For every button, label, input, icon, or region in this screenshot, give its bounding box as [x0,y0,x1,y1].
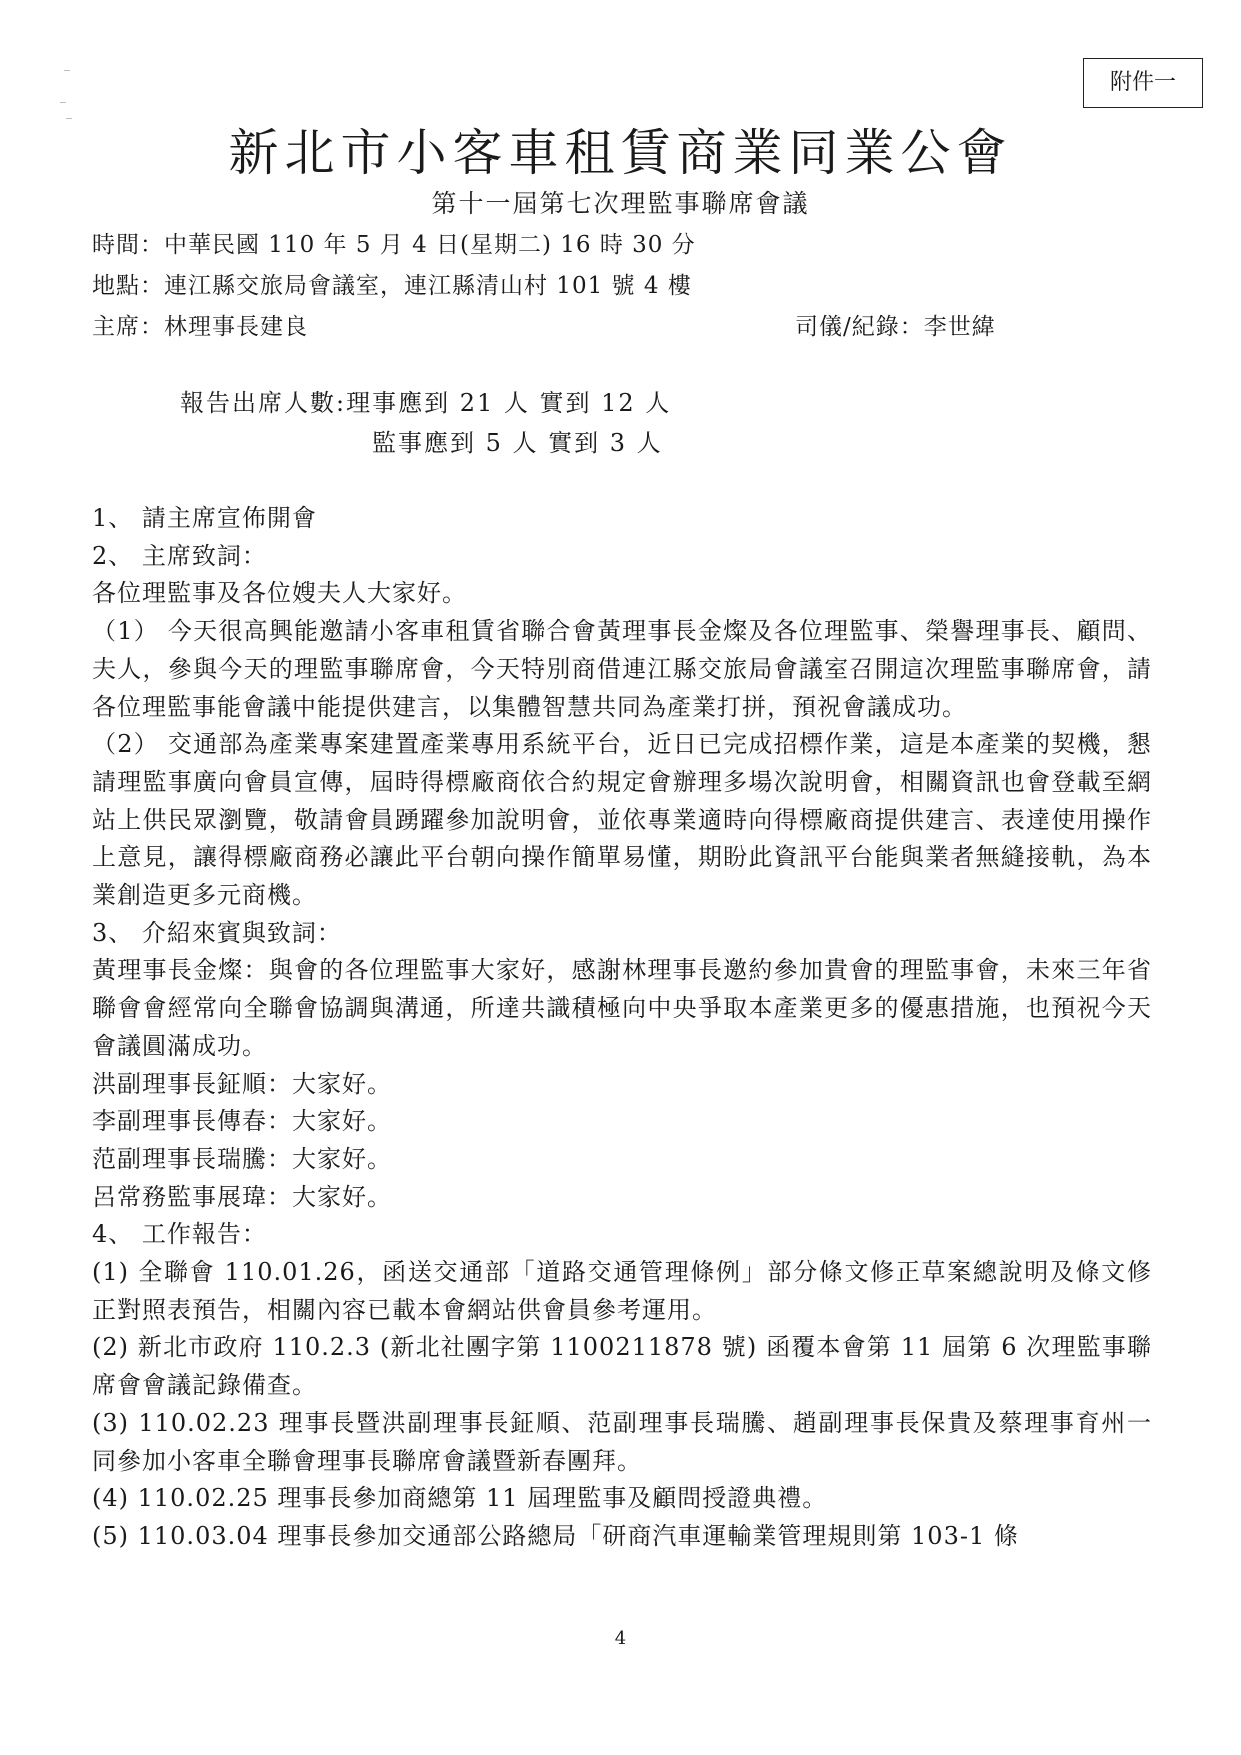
scan-mark [60,102,66,103]
agenda-item: 4、 工作報告： [92,1220,267,1249]
minutes-body [92,500,1152,1556]
meeting-time: 時間：中華民國 110 年 5 月 4 日(星期二) 16 時 30 分 [92,232,696,258]
guest-greeting: 洪副理事長鉦順：大家好。 [92,1069,392,1098]
document-subtitle: 第十一屆第七次理監事聯席會議 [431,189,810,218]
guest-greeting: 呂常務監事展瑋：大家好。 [92,1182,392,1211]
attachment-label: 附件一 [1083,58,1203,108]
work-report-item: (4) 110.02.25 理事長參加商總第 11 屆理監事及顧問授證典禮。 [92,1484,828,1513]
document-title: 新北市小客車租賃商業同業公會 [228,124,1013,182]
guest-greeting: 李副理事長傳春：大家好。 [92,1107,392,1136]
agenda-item: 1、 請主席宣佈開會 [92,504,317,532]
agenda-item: 3、 介紹來賓與致詞： [92,918,342,947]
agenda-item: 2、 主席致詞： [92,541,267,570]
meeting-chair: 主席：林理事長建良 [92,314,308,340]
work-report-item: (2) 新北市政府 110.2.3 (新北社團字第 1100211878 號) 函覆本會第 11 屆第 6 次理監事聯席會會議記錄備查。 [92,1333,1152,1400]
meeting-recorder: 司儀/紀錄：李世緯 [795,314,996,340]
meeting-place: 地點：連江縣交旅局會議室，連江縣清山村 101 號 4 樓 [92,273,692,299]
attendance-directors: 報告出席人數:理事應到 21 人 實到 12 人 [180,389,672,417]
speech-paragraph: （2） 交通部為產業專案建置產業專用系統平台，近日已完成招標作業，這是本產業的契機，懇請理監事廣向會員宣傳，屆時得標廠商依合約規定會辦理多場次說明會，相關資訊也會登載至網站上供民眾瀏覽，敬請會員踴躍參加說明會，並依專業適時向得標廠商提供建言、表達使用操作上意見，讓得標廠商務必讓此平台朝向操作簡單易懂，期盼此資訊平台能與業者無縫接軌，為本業創造更多元商機。 [92,730,1152,910]
guest-greeting: 范副理事長瑞騰：大家好。 [92,1144,392,1173]
work-report-item: (5) 110.03.04 理事長參加交通部公路總局「研商汽車運輸業管理規則第 103-1 條 [92,1521,1019,1550]
attendance-supervisors: 監事應到 5 人 實到 3 人 [372,429,663,457]
page-number: 4 [614,1628,627,1649]
work-report-item: (1) 全聯會 110.01.26，函送交通部「道路交通管理條例」部分條文修正草案總說明及條文修正對照表預告，相關內容已載本會網站供會員參考運用。 [92,1258,1152,1324]
speech-line: 各位理監事及各位嫂夫人大家好。 [92,579,467,608]
guest-speech: 黃理事長金燦：與會的各位理監事大家好，感謝林理事長邀約參加貴會的理監事會，未來三年省聯會會經常向全聯會協調與溝通，所達共識積極向中央爭取本產業更多的優惠措施，也預祝今天會議圓滿成功。 [92,956,1152,1060]
scan-mark [64,70,70,71]
work-report-item: (3) 110.02.23 理事長暨洪副理事長鉦順、范副理事長瑞騰、趙副理事長保貴及蔡理事育州一同參加小客車全聯會理事長聯席會議暨新春團拜。 [92,1408,1152,1475]
speech-paragraph: （1） 今天很高興能邀請小客車租賃省聯合會黃理事長金燦及各位理監事、榮譽理事長、顧問、夫人，參與今天的理監事聯席會，今天特別商借連江縣交旅局會議室召開這次理監事聯席會，請各位理監事能會議中能提供建言，以集體智慧共同為產業打拼，預祝會議成功。 [92,617,1152,721]
